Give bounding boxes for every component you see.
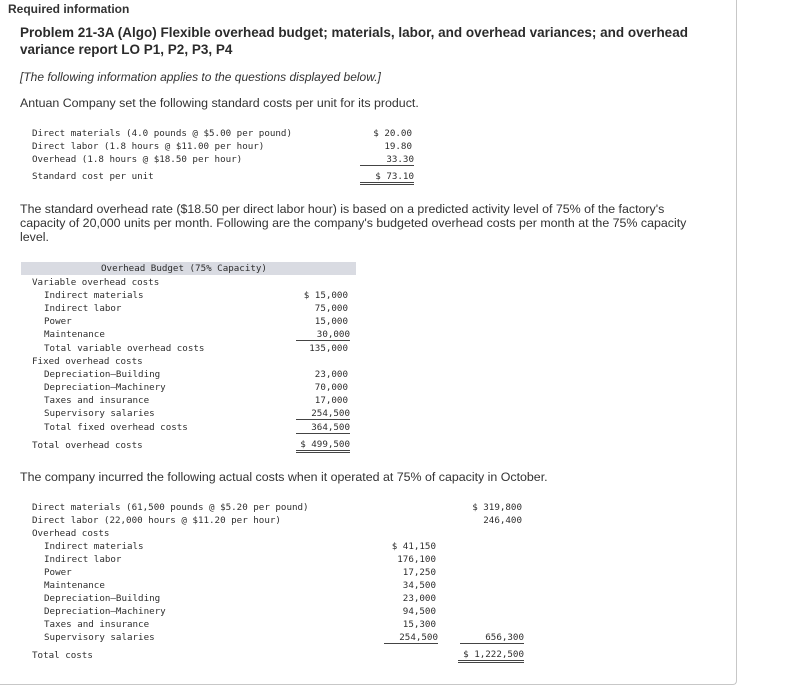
actual-dep-building-label: Depreciation—Building	[44, 593, 161, 604]
actual-dl-label: Direct labor (22,000 hours @ $11.20 per hour)	[32, 515, 281, 526]
total-fixed-value: 364,500	[296, 422, 350, 434]
problem-title-line1: Problem 21-3A (Algo) Flexible overhead budget; materials, labor, and overhead variances; and overhead	[20, 25, 688, 40]
actual-power-label: Power	[44, 567, 72, 578]
actual-indirect-materials-value: $ 41,150	[391, 541, 436, 552]
total-fixed-label: Total fixed overhead costs	[44, 422, 188, 433]
budget-power-value: 15,000	[314, 316, 348, 327]
budget-header-title: Overhead Budget (75% Capacity)	[101, 263, 267, 274]
actual-indirect-labor-value: 176,100	[397, 554, 436, 565]
budget-taxes-label: Taxes and insurance	[44, 395, 150, 406]
actual-maintenance-label: Maintenance	[44, 580, 105, 591]
budget-dep-building-value: 23,000	[314, 369, 348, 380]
budget-maintenance-label: Maintenance	[44, 329, 105, 340]
actual-maintenance-value: 34,500	[402, 580, 436, 591]
total-costs-value: $ 1,222,500	[458, 649, 524, 663]
info-note: [The following information applies to the questions displayed below.]	[20, 70, 381, 84]
actual-overhead-total: 656,300	[460, 632, 524, 644]
std-row-dl-label: Direct labor (1.8 hours @ $11.00 per hour)	[32, 141, 265, 152]
std-row-oh-value: 33.30	[360, 154, 414, 166]
budget-dep-machinery-label: Depreciation—Machinery	[44, 382, 166, 393]
actual-intro-text: The company incurred the following actual costs when it operated at 75% of capacity in October.	[20, 470, 548, 484]
std-total-value: $ 73.10	[360, 171, 414, 185]
actual-dep-machinery-label: Depreciation—Machinery	[44, 606, 166, 617]
std-total-label: Standard cost per unit	[32, 171, 154, 182]
std-row-dl-value: 19.80	[384, 141, 412, 152]
actual-dep-machinery-value: 94,500	[402, 606, 436, 617]
std-row-dm-label: Direct materials (4.0 pounds @ $5.00 per pound)	[32, 128, 292, 139]
total-variable-value: 135,000	[309, 343, 348, 354]
problem-title-line2: variance report LO P1, P2, P3, P4	[20, 42, 233, 57]
actual-dep-building-value: 23,000	[402, 593, 436, 604]
budget-dep-building-label: Depreciation—Building	[44, 369, 161, 380]
actual-dl-value: 246,400	[483, 515, 522, 526]
actual-indirect-materials-label: Indirect materials	[44, 541, 144, 552]
fixed-costs-heading: Fixed overhead costs	[32, 356, 143, 367]
budget-header-bar	[21, 262, 356, 275]
budget-supervisory-value: 254,500	[296, 408, 350, 420]
budget-supervisory-label: Supervisory salaries	[44, 408, 155, 419]
std-row-dm-value: $ 20.00	[373, 128, 412, 139]
total-overhead-label: Total overhead costs	[32, 440, 143, 451]
intro-text: Antuan Company set the following standard costs per unit for its product.	[20, 96, 419, 110]
budget-indirect-labor-label: Indirect labor	[44, 303, 122, 314]
rate-paragraph-line2: capacity of 20,000 units per month. Following are the company's budgeted overhead costs per month at the 75% capacity	[20, 216, 687, 230]
actual-taxes-value: 15,300	[402, 619, 436, 630]
required-information-label: Required information	[8, 2, 130, 16]
actual-taxes-label: Taxes and insurance	[44, 619, 150, 630]
budget-indirect-materials-value: $ 15,000	[303, 290, 348, 301]
budget-power-label: Power	[44, 316, 72, 327]
rate-paragraph-line1: The standard overhead rate ($18.50 per direct labor hour) is based on a predicted activity level of 75% of the factory's	[20, 202, 665, 216]
budget-maintenance-value: 30,000	[296, 329, 350, 341]
actual-supervisory-value: 254,500	[384, 632, 438, 644]
total-overhead-value: $ 499,500	[296, 439, 350, 453]
rate-paragraph-line3: level.	[20, 230, 49, 244]
actual-dm-label: Direct materials (61,500 pounds @ $5.20 per pound)	[32, 502, 309, 513]
budget-taxes-value: 17,000	[314, 395, 348, 406]
actual-indirect-labor-label: Indirect labor	[44, 554, 122, 565]
std-row-oh-label: Overhead (1.8 hours @ $18.50 per hour)	[32, 154, 243, 165]
actual-power-value: 17,250	[402, 567, 436, 578]
total-variable-label: Total variable overhead costs	[44, 343, 205, 354]
actual-overhead-heading: Overhead costs	[32, 528, 110, 539]
budget-indirect-materials-label: Indirect materials	[44, 290, 144, 301]
actual-dm-value: $ 319,800	[472, 502, 522, 513]
budget-indirect-labor-value: 75,000	[314, 303, 348, 314]
actual-supervisory-label: Supervisory salaries	[44, 632, 155, 643]
variable-costs-heading: Variable overhead costs	[32, 277, 160, 288]
total-costs-label: Total costs	[32, 650, 93, 661]
budget-dep-machinery-value: 70,000	[314, 382, 348, 393]
